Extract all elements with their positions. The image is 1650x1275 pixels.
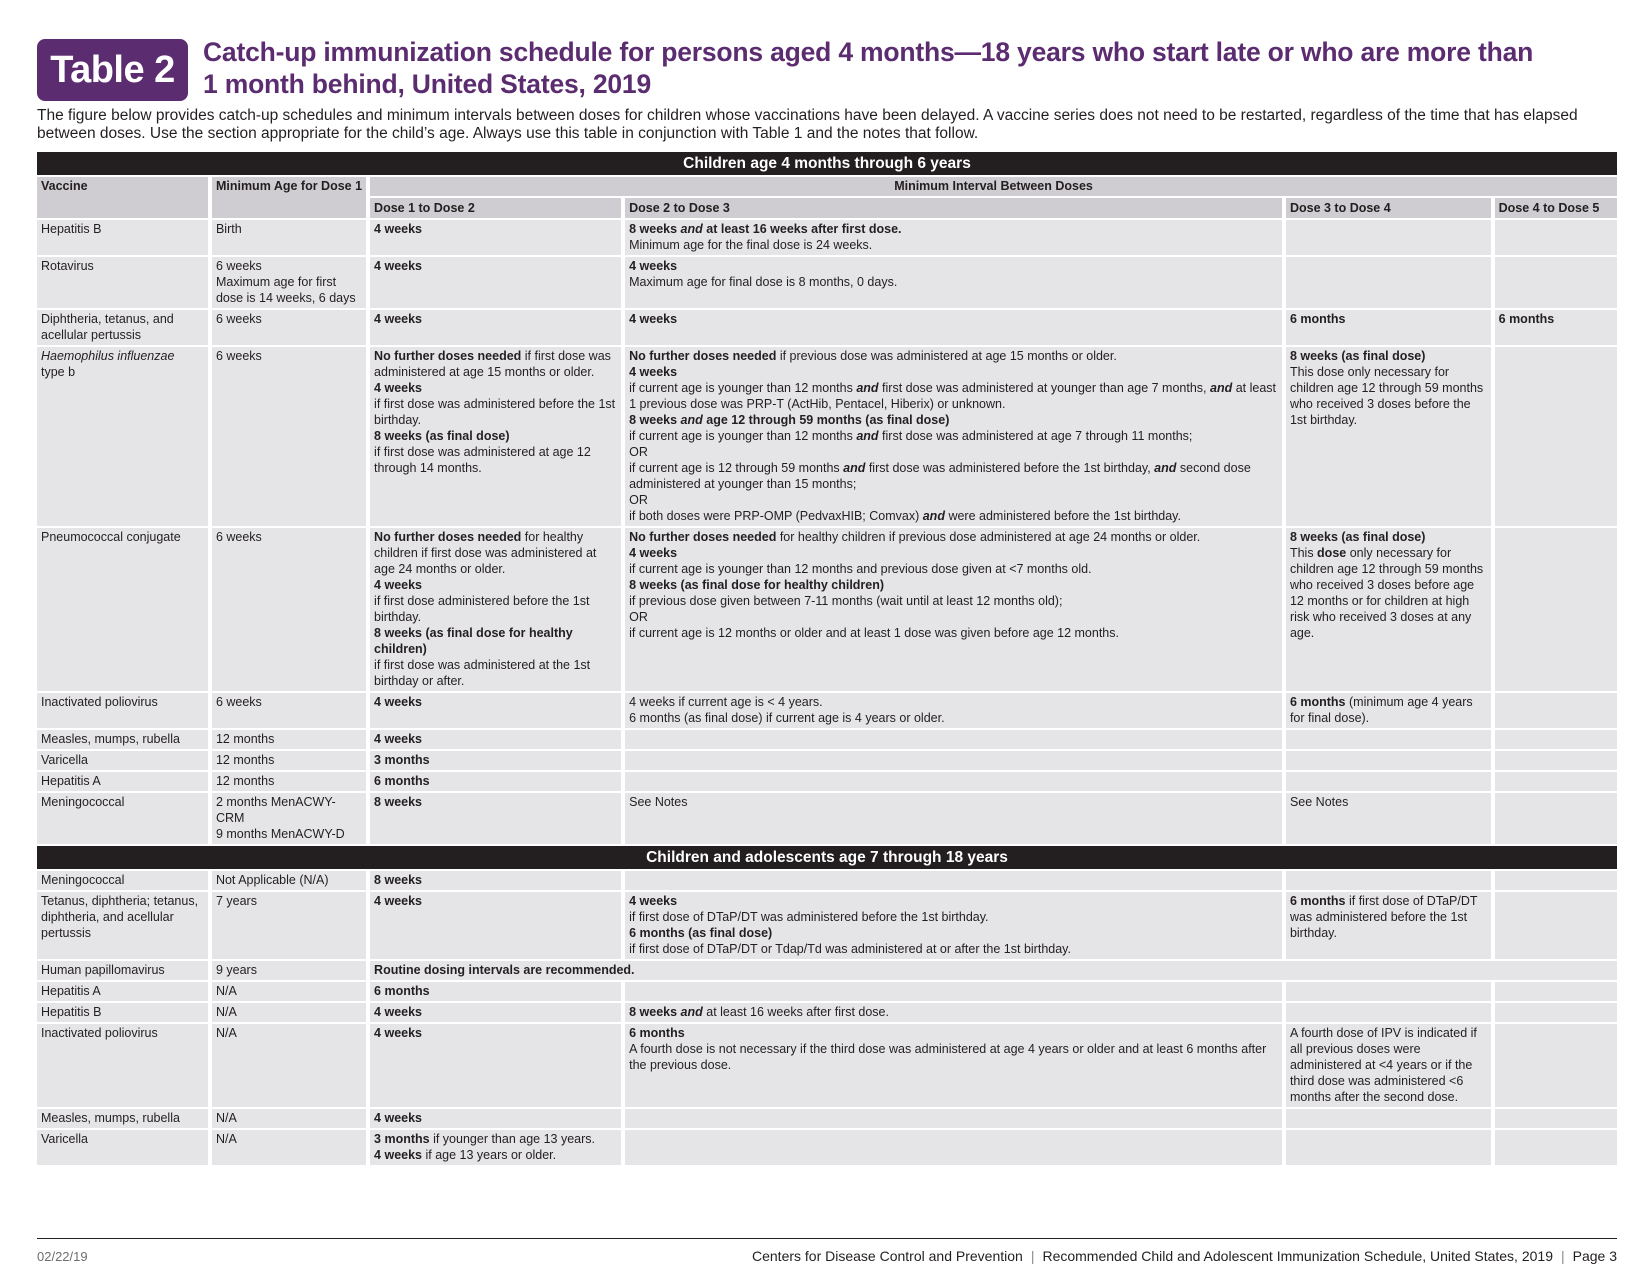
vaccine-cell: Inactivated poliovirus (37, 693, 212, 728)
interval-cell: 4 weeks (370, 220, 625, 255)
interval-cell (625, 772, 1286, 791)
table-row (37, 693, 1617, 728)
catch-up-schedule-table (37, 150, 1617, 1167)
interval-cell (1495, 892, 1617, 959)
col-dose2-3: Dose 2 to Dose 3 (625, 198, 1286, 218)
interval-cell: No further doses needed for healthy children if first dose was administered at age 24 months or older. 4 weeks if first dose administered before the 1st birthday. 8 weeks (as final dose for healthy children) if first dose was administered at the 1st birthday or after. (370, 528, 625, 691)
footer-separator: | (1560, 1248, 1565, 1264)
interval-cell: 6 months A fourth dose is not necessary if the third dose was administered at age 4 years or older and at least 6 months after the previous dose. (625, 1024, 1286, 1107)
vaccine-cell: Pneumococcal conjugate (37, 528, 212, 691)
vaccine-cell: Human papillomavirus (37, 961, 212, 980)
table-row (37, 982, 1617, 1001)
age-cell: 9 years (212, 961, 370, 980)
interval-cell: 4 weeks (370, 310, 625, 345)
interval-cell (625, 1130, 1286, 1165)
interval-cell: 8 weeks (370, 793, 625, 844)
interval-cell: 4 weeks if current age is < 4 years. 6 months (as final dose) if current age is 4 years or older. (625, 693, 1286, 728)
age-cell: Birth (212, 220, 370, 255)
vaccine-cell: Meningococcal (37, 793, 212, 844)
table-row (37, 257, 1617, 308)
section-1-title: Children age 4 months through 6 years (37, 152, 1617, 175)
interval-cell (1286, 751, 1495, 770)
interval-cell (1495, 751, 1617, 770)
vaccine-cell: Hepatitis A (37, 772, 212, 791)
interval-cell: 4 weeks (370, 730, 625, 749)
interval-cell (1495, 1109, 1617, 1128)
interval-cell (1495, 871, 1617, 890)
col-min-age: Minimum Age for Dose 1 (212, 177, 370, 218)
vaccine-cell: Tetanus, diphtheria; tetanus, diphtheria, and acellular pertussis (37, 892, 212, 959)
interval-cell: No further doses needed if previous dose was administered at age 15 months or older. 4 weeks if current age is younger than 12 months and first dose was administered at younger than age 7 months, and at least 1 previous dose was PRP-T (ActHib, Pentacel, Hiberix) or unknown. 8 weeks and age 12 through 59 months (as final dose) if current age is younger than 12 months and first dose was administered at age 7 through 11 months; OR if current age is 12 through 59 months and first dose was administered before the 1st birthday, and second dose administered at younger than 15 months; OR if both doses were PRP-OMP (PedvaxHIB; Comvax) and were administered before the 1st birthday. (625, 347, 1286, 526)
title-line-1: Catch-up immunization schedule for persons aged 4 months—18 years who start late or who are more than (203, 37, 1534, 67)
age-cell: N/A (212, 1024, 370, 1107)
interval-cell: A fourth dose of IPV is indicated if all previous doses were administered at <4 years or if the third dose was administered <6 months after the second dose. (1286, 1024, 1495, 1107)
vaccine-cell: Varicella (37, 1130, 212, 1165)
footer-page: Page 3 (1572, 1248, 1617, 1264)
interval-cell (1286, 257, 1495, 308)
interval-cell: 6 months (370, 772, 625, 791)
table-row (37, 730, 1617, 749)
interval-cell: 4 weeks Maximum age for final dose is 8 months, 0 days. (625, 257, 1286, 308)
interval-cell: 4 weeks (625, 310, 1286, 345)
interval-cell (625, 730, 1286, 749)
col-min-interval: Minimum Interval Between Doses (370, 177, 1617, 196)
age-cell: 6 weeks Maximum age for first dose is 14 weeks, 6 days (212, 257, 370, 308)
interval-cell: 8 weeks and at least 16 weeks after first dose. (625, 1003, 1286, 1022)
table-row (37, 1130, 1617, 1165)
interval-cell (1495, 730, 1617, 749)
age-cell: 6 weeks (212, 310, 370, 345)
table-row (37, 220, 1617, 255)
vaccine-cell: Measles, mumps, rubella (37, 1109, 212, 1128)
interval-cell (1286, 772, 1495, 791)
vaccine-cell: Haemophilus influenzae type b (37, 347, 212, 526)
interval-cell: See Notes (625, 793, 1286, 844)
interval-cell: 4 weeks (370, 1003, 625, 1022)
interval-cell (1286, 1109, 1495, 1128)
col-dose1-2: Dose 1 to Dose 2 (370, 198, 625, 218)
interval-cell (1286, 730, 1495, 749)
page-title (203, 36, 1603, 100)
footer-org: Centers for Disease Control and Prevention (752, 1248, 1023, 1264)
vaccine-cell: Inactivated poliovirus (37, 1024, 212, 1107)
interval-cell (1495, 257, 1617, 308)
section-header-row (37, 152, 1617, 175)
age-cell: N/A (212, 982, 370, 1001)
interval-cell: No further doses needed for healthy children if previous dose administered at age 24 months or older. 4 weeks if current age is younger than 12 months and previous dose given at <7 months old. 8 weeks (as final dose for healthy children) if previous dose given between 7-11 months (wait until at least 12 months old); OR if current age is 12 months or older and at least 1 dose was given before age 12 months. (625, 528, 1286, 691)
interval-cell: 4 weeks (370, 693, 625, 728)
interval-cell (1495, 693, 1617, 728)
age-cell: 2 months MenACWY-CRM 9 months MenACWY-D (212, 793, 370, 844)
col-dose4-5: Dose 4 to Dose 5 (1495, 198, 1617, 218)
interval-cell (1286, 982, 1495, 1001)
interval-cell: 8 weeks and at least 16 weeks after first dose. Minimum age for the final dose is 24 weeks. (625, 220, 1286, 255)
footer-separator: | (1030, 1248, 1035, 1264)
interval-cell: 4 weeks (370, 1024, 625, 1107)
interval-cell (1495, 1003, 1617, 1022)
table-row (37, 871, 1617, 890)
interval-cell: 8 weeks (as final dose) This dose only necessary for children age 12 through 59 months who received 3 doses before age 12 months or for children at high risk who received 3 doses at any age. (1286, 528, 1495, 691)
interval-cell (1286, 220, 1495, 255)
age-cell: 12 months (212, 730, 370, 749)
interval-cell (1286, 1130, 1495, 1165)
vaccine-cell: Measles, mumps, rubella (37, 730, 212, 749)
interval-cell: 3 months (370, 751, 625, 770)
interval-cell: 4 weeks (370, 892, 625, 959)
table-row (37, 892, 1617, 959)
interval-cell: Routine dosing intervals are recommended. (370, 961, 1617, 980)
footer-date: 02/22/19 (37, 1249, 88, 1264)
interval-cell: 8 weeks (as final dose) This dose only necessary for children age 12 through 59 months who received 3 doses before the 1st birthday. (1286, 347, 1495, 526)
interval-cell: 6 months (minimum age 4 years for final dose). (1286, 693, 1495, 728)
age-cell: Not Applicable (N/A) (212, 871, 370, 890)
vaccine-cell: Hepatitis B (37, 1003, 212, 1022)
table-row (37, 772, 1617, 791)
interval-cell (1495, 347, 1617, 526)
age-cell: 6 weeks (212, 693, 370, 728)
table-row (37, 1024, 1617, 1107)
col-dose3-4: Dose 3 to Dose 4 (1286, 198, 1495, 218)
interval-cell (1495, 1130, 1617, 1165)
table-row (37, 751, 1617, 770)
age-cell: 7 years (212, 892, 370, 959)
vaccine-cell: Hepatitis A (37, 982, 212, 1001)
age-cell: N/A (212, 1109, 370, 1128)
vaccine-cell: Rotavirus (37, 257, 212, 308)
column-header-row (37, 177, 1617, 196)
interval-cell: 6 months (1495, 310, 1617, 345)
interval-cell (625, 871, 1286, 890)
section-2-title: Children and adolescents age 7 through 18 years (37, 846, 1617, 869)
interval-cell (1495, 793, 1617, 844)
intro-paragraph: The figure below provides catch-up schedules and minimum intervals between doses for children whose vaccinations have been delayed. A vaccine series does not need to be restarted, regardless of the time that has elapsed between doses. Use the section appropriate for the child’s age. Always use this table in conjunction with Table 1 and the notes that follow. (37, 107, 1578, 142)
interval-cell (1495, 220, 1617, 255)
col-vaccine: Vaccine (37, 177, 212, 218)
interval-cell (625, 751, 1286, 770)
interval-cell: 6 months (1286, 310, 1495, 345)
table-row (37, 1003, 1617, 1022)
age-cell: N/A (212, 1130, 370, 1165)
table-row (37, 347, 1617, 526)
interval-cell (1495, 1024, 1617, 1107)
section-header-row (37, 846, 1617, 869)
age-cell: 12 months (212, 772, 370, 791)
table-row (37, 310, 1617, 345)
title-line-2: 1 month behind, United States, 2019 (203, 69, 652, 99)
table-row (37, 528, 1617, 691)
table-badge: Table 2 (37, 39, 188, 101)
footer-right (752, 1248, 1617, 1264)
age-cell: 6 weeks (212, 528, 370, 691)
interval-cell: No further doses needed if first dose was administered at age 15 months or older. 4 weeks if first dose was administered before the 1st birthday. 8 weeks (as final dose) if first dose was administered at age 12 through 14 months. (370, 347, 625, 526)
interval-cell (1495, 982, 1617, 1001)
vaccine-cell: Diphtheria, tetanus, and acellular pertussis (37, 310, 212, 345)
interval-cell: 4 weeks if first dose of DTaP/DT was administered before the 1st birthday. 6 months (as final dose) if first dose of DTaP/DT or Tdap/Td was administered at or after the 1st birthday. (625, 892, 1286, 959)
interval-cell (625, 982, 1286, 1001)
page-footer (37, 1238, 1617, 1264)
age-cell: 12 months (212, 751, 370, 770)
age-cell: N/A (212, 1003, 370, 1022)
interval-cell: 6 months (370, 982, 625, 1001)
interval-cell: 8 weeks (370, 871, 625, 890)
interval-cell (1495, 772, 1617, 791)
interval-cell (625, 1109, 1286, 1128)
interval-cell: 4 weeks (370, 1109, 625, 1128)
age-cell: 6 weeks (212, 347, 370, 526)
interval-cell (1495, 528, 1617, 691)
interval-cell: 6 months if first dose of DTaP/DT was administered before the 1st birthday. (1286, 892, 1495, 959)
interval-cell: See Notes (1286, 793, 1495, 844)
vaccine-cell: Hepatitis B (37, 220, 212, 255)
interval-cell: 4 weeks (370, 257, 625, 308)
footer-doc-title: Recommended Child and Adolescent Immunization Schedule, United States, 2019 (1042, 1248, 1553, 1264)
table-row (37, 793, 1617, 844)
table-row (37, 961, 1617, 980)
interval-cell: 3 months if younger than age 13 years. 4 weeks if age 13 years or older. (370, 1130, 625, 1165)
vaccine-cell: Varicella (37, 751, 212, 770)
vaccine-cell: Meningococcal (37, 871, 212, 890)
interval-cell (1286, 871, 1495, 890)
table-row (37, 1109, 1617, 1128)
interval-cell (1286, 1003, 1495, 1022)
